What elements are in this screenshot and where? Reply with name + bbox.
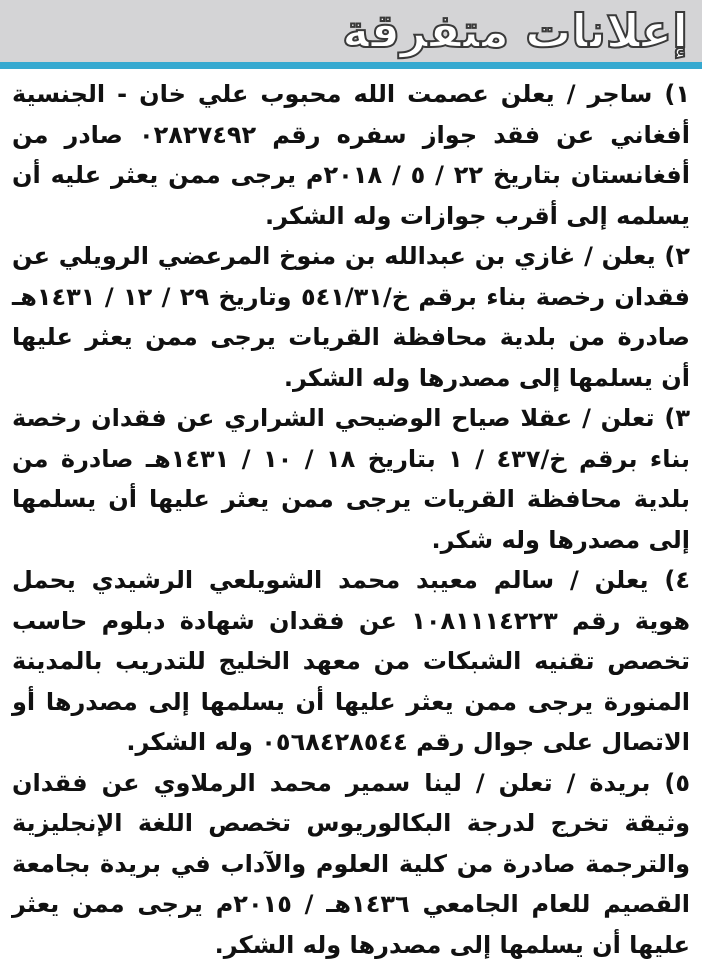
classified-ad-5 (12, 763, 690, 966)
ad-text: بريدة / تعلن / لينا سمير محمد الرملاوي عن فقدان وثيقة تخرج لدرجة البكالوريوس تخصص اللغة الإنجليزية والترجمة صادرة من كلية العلوم والآداب في بريدة بجامعة القصيم للعام الجامعي ١٤٣٦هـ / ٢٠١٥م يرجى ممن يعثر عليها أن يسلمها إلى مصدرها وله الشكر. (12, 768, 690, 959)
accent-stripe (0, 62, 702, 69)
ad-number: ٤) (648, 566, 691, 594)
section-title: إعلانات متفرقة (342, 4, 688, 58)
ad-number: ١) (652, 80, 690, 108)
ad-number: ٢) (655, 242, 691, 270)
classified-ads-list (12, 74, 690, 965)
classified-ad-1 (12, 74, 690, 236)
ad-text: ساجر / يعلن عصمت الله محبوب علي خان - الجنسية أفغاني عن فقد جواز سفره رقم ٠٢٨٢٧٤٩٢ صادر من أفغانستان بتاريخ ٢٢ / ٥ / ٢٠١٨م يرجى ممن يعثر عليه أن يسلمه إلى أقرب جوازات وله الشكر. (12, 80, 690, 230)
ad-number: ٣) (654, 404, 690, 432)
section-header (0, 0, 702, 62)
classified-ad-3 (12, 398, 690, 560)
classified-ad-4 (12, 560, 690, 763)
ad-text: يعلن / غازي بن عبدالله بن منوخ المرعضي الرويلي عن فقدان رخصة بناء برقم خ/٥٤١/٣١ وتاريخ ٢٩ / ١٢ / ١٤٣١هـ صادرة من بلدية محافظة القريات يرجى ممن يعثر عليها أن يسلمها إلى مصدرها وله الشكر. (12, 242, 690, 392)
classified-ad-2 (12, 236, 690, 398)
ad-text: يعلن / سالم معيبد محمد الشويلعي الرشيدي يحمل هوية رقم ١٠٨١١١٤٢٢٣ عن فقدان شهادة دبلوم حاسب تخصص تقنيه الشبكات من معهد الخليج للتدريب بالمدينة المنورة يرجى ممن يعثر عليها أن يسلمها إلى مصدرها أو الاتصال على جوال رقم ٠٥٦٨٤٢٨٥٤٤ وله الشكر. (12, 566, 690, 756)
ad-text: تعلن / عقلا صياح الوضيحي الشراري عن فقدان رخصة بناء برقم خ/٤٣٧ / ١ بتاريخ ١٨ / ١٠ / ١٤٣١هـ صادرة من بلدية محافظة القريات يرجى ممن يعثر عليها أن يسلمها إلى مصدرها وله شكر. (12, 404, 691, 554)
ad-number: ٥) (650, 768, 691, 797)
